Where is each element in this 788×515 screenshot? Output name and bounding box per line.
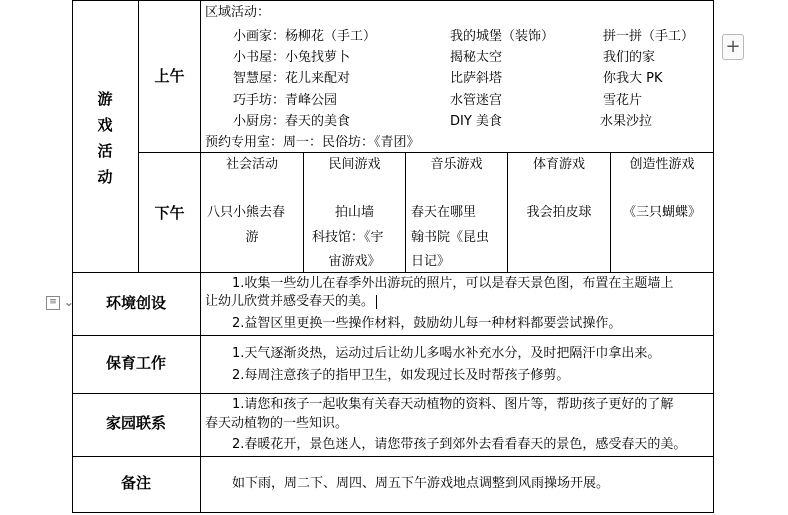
table-border xyxy=(200,152,714,153)
zone-item: 拼一拼（手工） xyxy=(603,29,695,44)
zone-item: 揭秘太空 xyxy=(450,50,503,65)
afternoon-activity: 春天在哪里 xyxy=(411,205,477,220)
afternoon-header: 下午 xyxy=(154,204,185,222)
zone-title: 区域活动： xyxy=(205,5,271,20)
afternoon-activity: 拍山墙 xyxy=(334,205,374,220)
table-border xyxy=(72,272,714,273)
table-border xyxy=(713,0,714,513)
afternoon-column-head: 音乐游戏 xyxy=(430,157,483,172)
family-line: 2.春暖花开，景色迷人，请您带孩子到郊外去看看春天的景色，感受春天的美。 xyxy=(232,437,687,452)
zone-item: 小画家：杨柳花（手工） xyxy=(233,29,377,44)
games-header: 游 戏 活 动 xyxy=(97,90,113,186)
afternoon-activity: 宙游戏》 xyxy=(328,254,381,269)
zone-item: 我的城堡（装饰） xyxy=(450,29,555,44)
table-border xyxy=(138,0,139,272)
zone-item: 你我大 PK xyxy=(603,71,663,86)
table-border xyxy=(72,512,714,513)
care-header: 保育工作 xyxy=(105,354,166,372)
notes-text: 如下雨，周二下、周四、周五下午游戏地点调整到风雨操场开展。 xyxy=(232,476,610,491)
notes-header: 备注 xyxy=(120,474,151,492)
table-border xyxy=(200,0,201,513)
afternoon-column-head: 创造性游戏 xyxy=(629,157,695,172)
environment-line: 1.收集一些幼儿在春季外出游玩的照片，可以是春天景色图，布置在主题墙上 xyxy=(232,276,674,291)
text-cursor xyxy=(376,295,377,309)
afternoon-column-head: 民间游戏 xyxy=(328,157,381,172)
zone-item: 水果沙拉 xyxy=(600,114,653,129)
table-border xyxy=(72,456,714,457)
family-header: 家园联系 xyxy=(105,414,166,432)
zone-item: 比萨斜塔 xyxy=(450,71,503,86)
afternoon-activity: 《三只蝴蝶》 xyxy=(622,205,701,220)
family-line: 春天动植物的一些知识。 xyxy=(205,416,349,431)
table-border xyxy=(72,0,73,513)
table-border xyxy=(72,335,714,336)
reserved-room: 预约专用室：周一：民俗坊：《青团》 xyxy=(205,135,420,150)
table-row-handle-icon[interactable]: ≡ ⌄ xyxy=(46,294,82,310)
zone-item: 小厨房：春天的美食 xyxy=(233,114,351,129)
afternoon-activity: 日记》 xyxy=(411,254,451,269)
table-border xyxy=(72,0,714,1)
zone-item: 水管迷宫 xyxy=(450,93,503,108)
afternoon-column-head: 体育游戏 xyxy=(532,157,585,172)
family-line: 1.请您和孩子一起收集有关春天动植物的资料、图片等，帮助孩子更好的了解 xyxy=(232,397,674,412)
care-line: 2.每周注意孩子的指甲卫生，如发现过长及时帮孩子修剪。 xyxy=(232,368,570,383)
table-border xyxy=(138,152,200,153)
afternoon-activity: 我会拍皮球 xyxy=(526,205,592,220)
zone-item: DIY 美食 xyxy=(450,114,502,129)
table-border xyxy=(72,393,714,394)
afternoon-activity: 八只小熊去春 xyxy=(207,205,286,220)
environment-line: 让幼儿欣赏并感受春天的美。 xyxy=(205,292,377,311)
environment-header: 环境创设 xyxy=(105,294,166,312)
environment-line: 2.益智区里更换一些操作材料，鼓励幼儿每一种材料都要尝试操作。 xyxy=(232,316,622,331)
afternoon-activity: 游 xyxy=(245,230,259,245)
zone-item: 巧手坊：青峰公园 xyxy=(233,93,338,108)
plus-icon[interactable]: + xyxy=(722,34,744,60)
afternoon-column-head: 社会活动 xyxy=(225,157,278,172)
zone-item: 我们的家 xyxy=(603,50,656,65)
care-line: 1.天气逐渐炎热，运动过后让幼儿多喝水补充水分，及时把隔汗巾拿出来。 xyxy=(232,346,661,361)
afternoon-activity: 科技馆：《宇 xyxy=(312,230,384,245)
zone-item: 雪花片 xyxy=(603,93,643,108)
zone-item: 小书屋：小兔找萝卜 xyxy=(233,50,351,65)
morning-header: 上午 xyxy=(154,67,185,85)
afternoon-activity: 翰书院《昆虫 xyxy=(411,230,490,245)
zone-item: 智慧屋：花儿来配对 xyxy=(233,71,351,86)
